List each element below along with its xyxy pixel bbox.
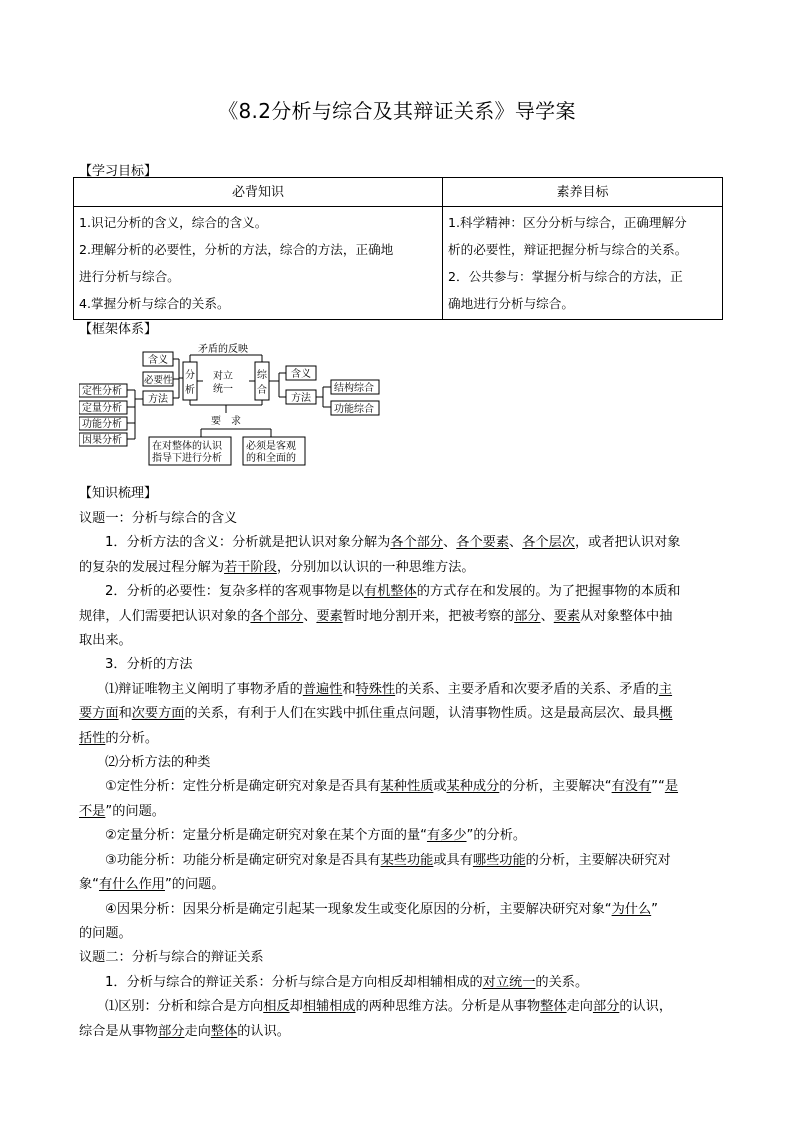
text-run: 从对象整体中抽 bbox=[580, 608, 673, 624]
goal-line: 确地进行分析与综合。 bbox=[448, 296, 574, 311]
diagram-label: 的和全面的 bbox=[246, 453, 296, 464]
text-run: 的复杂的发展过程分解为 bbox=[79, 559, 225, 575]
key-term: 相辅相成 bbox=[302, 999, 356, 1015]
knowledge-line bbox=[79, 702, 719, 726]
diagram-label-synthesis-2: 合 bbox=[257, 385, 267, 396]
key-term: 各个要素 bbox=[456, 535, 510, 551]
key-term: 主 bbox=[658, 681, 673, 697]
key-term: 对立统一 bbox=[482, 974, 536, 990]
goals-table bbox=[73, 177, 723, 320]
text-run: 的认识， bbox=[619, 999, 673, 1015]
key-term: 某种成分 bbox=[446, 779, 500, 795]
text-run: ” bbox=[651, 901, 658, 917]
text-run: 、 bbox=[540, 608, 554, 624]
diagram-label-analysis-1: 分 bbox=[185, 370, 195, 381]
goal-line: 进行分析与综合。 bbox=[79, 269, 180, 284]
text-run: 取出来。 bbox=[79, 633, 132, 649]
text-run: 的分析，主要解决研究对 bbox=[525, 852, 671, 868]
key-term: 部分 bbox=[158, 1023, 185, 1039]
text-run: 综合是从事物 bbox=[79, 1023, 159, 1039]
section-heading-goals: 【学习目标】 bbox=[79, 164, 158, 179]
text-run: ③功能分析：功能分析是确定研究对象是否具有 bbox=[105, 852, 381, 868]
diagram-label: 矛盾的反映 bbox=[198, 344, 248, 355]
diagram-label: 功能分析 bbox=[82, 419, 122, 430]
key-term: 特殊性 bbox=[355, 681, 396, 697]
text-run: ，或者把认识对象 bbox=[574, 535, 681, 551]
knowledge-line bbox=[79, 727, 719, 751]
key-term: 整体 bbox=[210, 1023, 238, 1039]
diagram-label: 统一 bbox=[213, 384, 233, 395]
knowledge-line bbox=[79, 507, 719, 531]
text-run: ④因果分析：因果分析是确定引起某一现象发生或变化原因的分析，主要解决研究对象“ bbox=[105, 901, 612, 917]
key-term: 部分 bbox=[514, 608, 541, 624]
text-run: 的分析，主要解决“ bbox=[499, 779, 612, 795]
text-run: 的分析。 bbox=[105, 730, 159, 746]
knowledge-line bbox=[79, 556, 719, 580]
knowledge-line bbox=[79, 971, 719, 995]
goals-literacy-cell bbox=[443, 207, 723, 320]
key-term: 有机整体 bbox=[363, 584, 417, 600]
text-run: 或具有 bbox=[433, 852, 473, 868]
diagram-label: 定性分析 bbox=[82, 386, 122, 397]
text-run: ①定性分析：定性分析是确定研究对象是否具有 bbox=[105, 779, 381, 795]
text-run: 1．分析与综合的辩证关系：分析与综合是方向相反却相辅相成的 bbox=[105, 974, 483, 990]
text-run: ⑵分析方法的种类 bbox=[105, 755, 211, 771]
key-term: 若干阶段 bbox=[224, 559, 277, 575]
knowledge-line bbox=[79, 531, 719, 555]
text-run: 规律，人们需要把认识对象的 bbox=[79, 608, 251, 624]
knowledge-line bbox=[79, 922, 719, 946]
knowledge-line bbox=[79, 678, 719, 702]
text-run: 的认识。 bbox=[237, 1023, 290, 1039]
text-run: ⑴辩证唯物主义阐明了事物矛盾的 bbox=[105, 681, 303, 697]
text-run: 和 bbox=[342, 681, 356, 697]
knowledge-line bbox=[79, 653, 719, 677]
diagram-label: 含义 bbox=[148, 355, 168, 366]
key-term: 要方面 bbox=[79, 706, 119, 722]
diagram-label: 必须是客观 bbox=[246, 441, 296, 452]
text-run: ⑴区别：分析和综合是方向 bbox=[105, 999, 264, 1015]
key-term: 整体 bbox=[540, 999, 567, 1015]
key-term: 有没有 bbox=[611, 779, 652, 795]
text-run: ”“ bbox=[651, 779, 665, 795]
key-term: 各个层次 bbox=[522, 535, 575, 551]
diagram-label: 对立 bbox=[213, 371, 233, 382]
goal-line: 1.科学精神：区分分析与综合，正确理解分 bbox=[448, 215, 687, 230]
key-term: 有什么作用 bbox=[99, 877, 165, 893]
diagram-label: 结构综合 bbox=[334, 383, 374, 394]
goal-line: 2．公共参与：掌握分析与综合的方法，正 bbox=[448, 269, 683, 284]
knowledge-line bbox=[79, 1020, 719, 1044]
text-run: ”的问题。 bbox=[105, 803, 165, 819]
text-run: 、 bbox=[303, 608, 317, 624]
goal-line: 4.掌握分析与综合的关系。 bbox=[79, 296, 230, 311]
text-run: 的关系。 bbox=[535, 974, 589, 990]
goals-knowledge-cell bbox=[74, 207, 443, 320]
text-run: 1．分析方法的含义：分析就是把认识对象分解为 bbox=[105, 535, 391, 551]
text-run: 却 bbox=[289, 999, 303, 1015]
key-term: 各个部分 bbox=[250, 608, 304, 624]
text-run: ，分别加以认识的一种思维方法。 bbox=[276, 559, 475, 575]
text-run: 走向 bbox=[184, 1023, 211, 1039]
diagram-label: 要 求 bbox=[211, 416, 241, 427]
key-term: 是 bbox=[664, 779, 679, 795]
text-run: 的关系、主要矛盾和次要矛盾的关系、矛盾的 bbox=[395, 681, 659, 697]
diagram-label: 功能综合 bbox=[334, 404, 374, 415]
key-term: 概 bbox=[659, 706, 673, 722]
text-run: 的关系，有利于人们在实践中抓住重点问题，认清事物性质。这是最高层次、最具 bbox=[184, 706, 660, 722]
diagram-label: 因果分析 bbox=[82, 435, 122, 446]
goals-header-knowledge: 必背知识 bbox=[74, 178, 443, 207]
key-term: 普遍性 bbox=[302, 681, 343, 697]
text-run: 走向 bbox=[566, 999, 593, 1015]
knowledge-line bbox=[79, 995, 719, 1019]
knowledge-line bbox=[79, 824, 719, 848]
key-term: 有多少 bbox=[426, 828, 467, 844]
knowledge-line bbox=[79, 775, 719, 799]
text-run: 象“ bbox=[79, 877, 100, 893]
knowledge-line bbox=[79, 849, 719, 873]
knowledge-line bbox=[79, 580, 719, 604]
knowledge-body bbox=[79, 507, 719, 1044]
diagram-label: 含义 bbox=[291, 369, 311, 380]
key-term: 某种性质 bbox=[380, 779, 434, 795]
knowledge-line bbox=[79, 751, 719, 775]
diagram-label: 在对整体的认识 bbox=[152, 441, 222, 452]
key-term: 为什么 bbox=[611, 901, 652, 917]
key-term: 某些功能 bbox=[380, 852, 434, 868]
text-run: 议题二：分析与综合的辩证关系 bbox=[79, 950, 264, 966]
knowledge-line bbox=[79, 873, 719, 897]
knowledge-line bbox=[79, 629, 719, 653]
knowledge-line bbox=[79, 946, 719, 970]
text-run: 议题一：分析与综合的含义 bbox=[79, 511, 238, 526]
knowledge-line bbox=[79, 898, 719, 922]
goal-line: 1.识记分析的含义，综合的含义。 bbox=[79, 215, 268, 230]
key-term: 次要方面 bbox=[131, 706, 185, 722]
key-term: 要素 bbox=[553, 608, 581, 624]
diagram-label: 方法 bbox=[291, 393, 311, 404]
page-title: 《8.2分析与综合及其辩证关系》导学案 bbox=[218, 99, 576, 123]
text-run: 或 bbox=[433, 779, 447, 795]
text-run: ”的问题。 bbox=[164, 877, 225, 893]
text-run: 的两种思维方法。分析是从事物 bbox=[355, 999, 541, 1015]
diagram-label: 方法 bbox=[148, 394, 168, 405]
text-run: 暂时地分割开来，把被考察的 bbox=[342, 608, 515, 624]
diagram-label: 必要性 bbox=[144, 375, 173, 386]
section-heading-knowledge: 【知识梳理】 bbox=[79, 486, 158, 501]
section-heading-framework: 【框架体系】 bbox=[79, 322, 158, 337]
diagram-label: 定量分析 bbox=[82, 403, 122, 414]
text-run: 、 bbox=[509, 535, 523, 551]
key-term: 括性 bbox=[79, 730, 106, 746]
goals-header-literacy: 素养目标 bbox=[443, 178, 723, 207]
knowledge-line bbox=[79, 605, 719, 629]
knowledge-line bbox=[79, 800, 719, 824]
text-run: 的问题。 bbox=[79, 925, 132, 941]
text-run: 和 bbox=[118, 706, 132, 722]
key-term: 不是 bbox=[79, 803, 106, 819]
key-term: 各个部分 bbox=[390, 535, 444, 551]
diagram-label: 指导下进行分析 bbox=[152, 453, 222, 464]
diagram-label-analysis-2: 析 bbox=[185, 385, 195, 396]
key-term: 相反 bbox=[263, 999, 290, 1015]
text-run: ”的分析。 bbox=[466, 828, 527, 844]
text-run: 3．分析的方法 bbox=[105, 657, 193, 673]
text-run: 的方式存在和发展的。为了把握事物的本质和 bbox=[416, 584, 681, 600]
text-run: 2．分析的必要性：复杂多样的客观事物是以 bbox=[105, 584, 364, 600]
text-run: 、 bbox=[443, 535, 457, 551]
goal-line: 2.理解分析的必要性，分析的方法，综合的方法，正确地 bbox=[79, 242, 394, 257]
key-term: 部分 bbox=[592, 999, 620, 1015]
framework-diagram bbox=[79, 341, 389, 469]
goal-line: 析的必要性，辩证把握分析与综合的关系。 bbox=[448, 242, 688, 257]
key-term: 哪些功能 bbox=[472, 852, 526, 868]
diagram-label-synthesis-1: 综 bbox=[257, 370, 267, 381]
key-term: 要素 bbox=[316, 608, 343, 624]
text-run: ②定量分析：定量分析是确定研究对象在某个方面的量“ bbox=[105, 828, 427, 844]
